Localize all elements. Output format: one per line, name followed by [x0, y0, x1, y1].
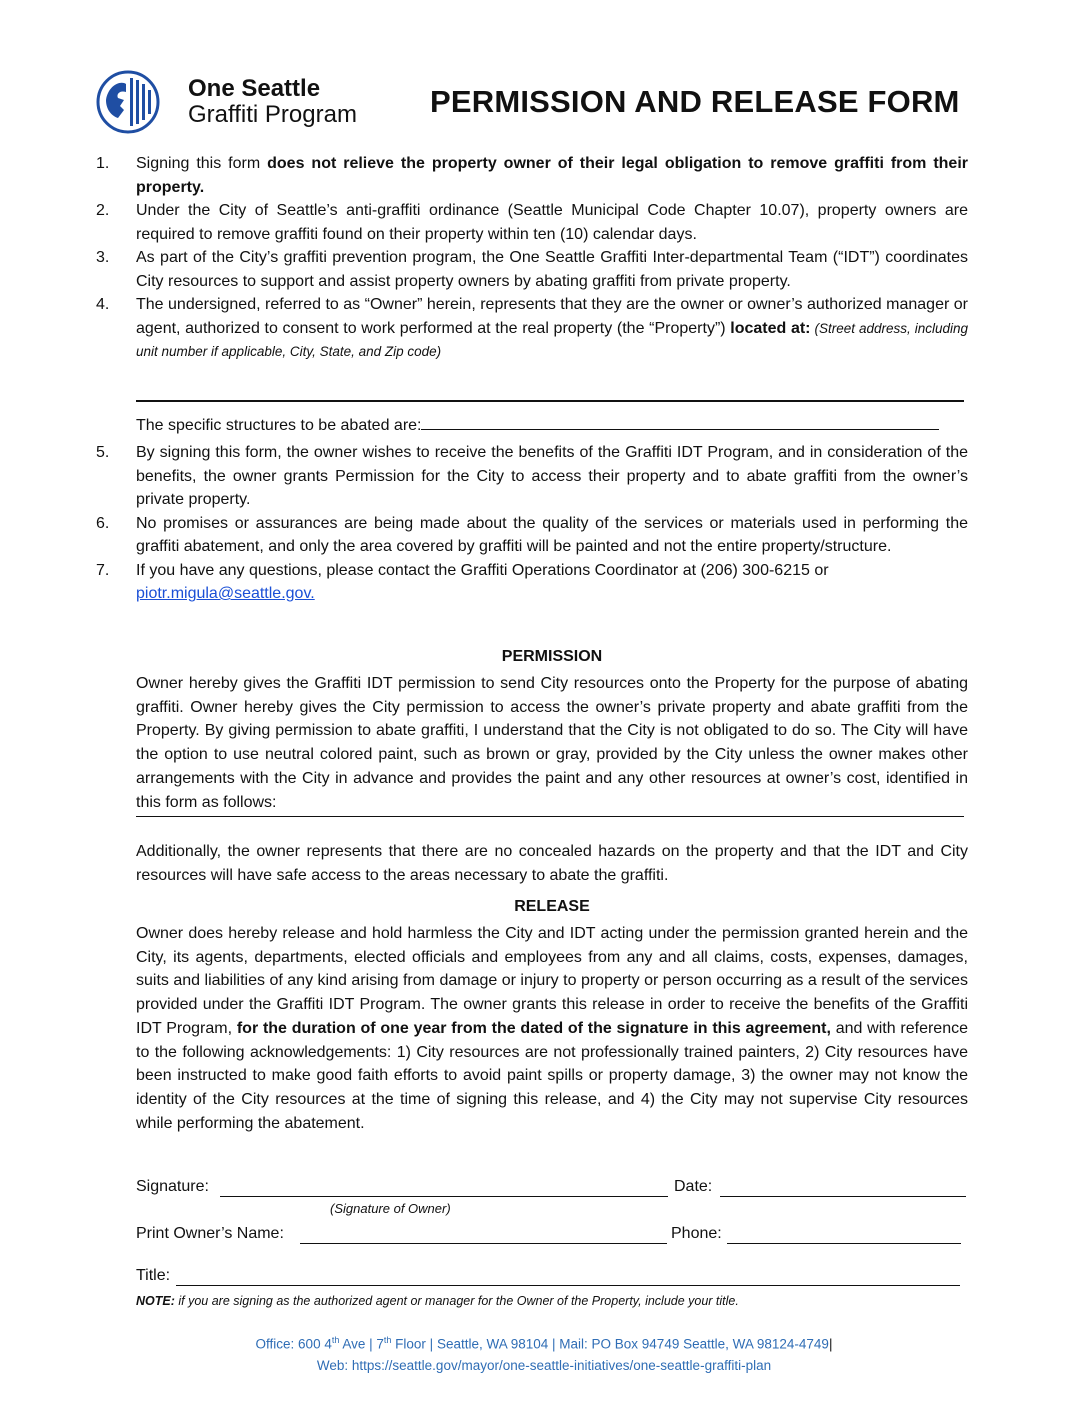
structures-label: The specific structures to be abated are: — [136, 417, 422, 434]
list-item — [96, 246, 968, 293]
program-brand — [188, 76, 357, 128]
brand-line-2: Graffiti Program — [188, 101, 357, 128]
resources-field[interactable] — [136, 816, 964, 817]
release-text: Owner does hereby release and hold harmless the City and IDT acting under the permission granted herein and the City, its agents, departments, elected officials and employees from any and all claims, costs, expenses, damages, suits and liabilities of any kind arising from damage or injury to property or person occurring as a result of the services provided under the Graffiti IDT Program. The owner grants this release in order to receive the benefits of the Graffiti IDT Program, — [136, 925, 968, 1037]
owner-name-label: Print Owner’s Name: — [136, 1225, 284, 1242]
structures-row — [136, 413, 968, 435]
footer-mail: Floor | Seattle, WA 98104 | Mail: PO Box 94749 Seattle, WA 98124-4749 — [391, 1336, 829, 1352]
item-text — [136, 293, 968, 364]
item-number: 7. — [96, 561, 110, 579]
item-number: 2. — [96, 202, 110, 219]
terms-list-bottom — [96, 441, 968, 606]
brand-line-1: One Seattle — [188, 75, 321, 102]
item-number: 5. — [96, 444, 110, 461]
item-1-bold: does not relieve the property owner of their legal obligation to remove graffiti from their property. — [136, 155, 969, 196]
item-3-text: As part of the City’s graffiti prevention program, the One Seattle Graffiti Inter-departmental Team (“IDT”) coordinates City resources to support and assist property owners by abating graffiti from private property. — [136, 249, 968, 290]
footer-sup: th — [383, 1335, 392, 1345]
signature-hint: (Signature of Owner) — [330, 1201, 451, 1216]
item-4-bold: located at: — [730, 319, 811, 337]
signature-field[interactable] — [220, 1196, 668, 1197]
permission-heading: PERMISSION — [501, 648, 603, 665]
item-7-text: If you have any questions, please contact the Graffiti Operations Coordinator at (206) 300-6215 or — [136, 561, 829, 579]
release-bold-text: for the duration of one year from the dated of the signature in this agreement, — [236, 1019, 831, 1037]
phone-label: Phone: — [671, 1225, 722, 1242]
list-item — [96, 152, 968, 199]
date-label: Date: — [674, 1178, 713, 1195]
terms-list-top — [96, 152, 968, 364]
item-4-text: The undersigned, referred to as “Owner” herein, represents that they are the owner or owner’s authorized manager or agent, authorized to consent to work performed at the real property (the “Property”) — [136, 296, 968, 337]
date-field[interactable] — [720, 1196, 966, 1197]
release-body — [136, 922, 968, 1135]
permission-additional: Additionally, the owner represents that there are no concealed hazards on the property and that the IDT and City resources will have safe access to the areas necessary to abate the graffiti. — [136, 843, 968, 884]
footer-office: Office: 600 4 — [255, 1336, 332, 1352]
footer-floor: Ave | 7 — [339, 1336, 384, 1352]
address-field[interactable] — [136, 400, 964, 402]
item-5-text: By signing this form, the owner wishes to receive the benefits of the Graffiti IDT Program, and in consideration of the benefits, the owner grants Permission for the City to access their property and to abate graffiti from the owner’s private property. — [136, 444, 968, 508]
address-hint: (Street address, including unit number if applicable, City, State, and Zip code) — [136, 320, 969, 359]
contact-email-link[interactable]: piotr.migula@seattle.gov. — [136, 585, 315, 602]
title-field[interactable] — [176, 1285, 960, 1286]
signature-label: Signature: — [136, 1178, 209, 1195]
permission-body: Owner hereby gives the Graffiti IDT permission to send City resources onto the Property for the purpose of abating graffiti. Owner hereby gives the City permission to access the owner’s private property and abate graffiti from the Property. By giving permission to abate graffiti, I understand that the City is not obligated to do so. The City will have the option to use neutral colored paint, such as brown or gray, provided by the City unless the owner makes other arrangements with the City in advance and provides the paint and any other resources at owner’s cost, identified in this form as follows: — [136, 675, 968, 811]
item-6-text: No promises or assurances are being made about the quality of the services or materials used in performing the graffiti abatement, and only the area covered by graffiti will be painted and not the entire property/structure. — [136, 514, 968, 555]
note-label: NOTE: — [136, 1294, 175, 1308]
item-2-text: Under the City of Seattle’s anti-graffiti ordinance (Seattle Municipal Code Chapter 10.07), property owners are required to remove graffiti found on their property within ten (10) calendar days. — [136, 202, 968, 243]
list-item — [96, 293, 968, 364]
release-heading: RELEASE — [514, 898, 590, 915]
item-number: 4. — [96, 296, 110, 313]
item-1-text: Signing this form — [136, 155, 268, 172]
item-text — [136, 152, 968, 199]
list-item — [96, 199, 968, 246]
structures-field[interactable] — [421, 413, 939, 430]
document-title: PERMISSION AND RELEASE FORM — [430, 84, 960, 119]
footer-divider: | — [828, 1336, 833, 1352]
note-text: if you are signing as the authorized agent or manager for the Owner of the Property, include your title. — [174, 1294, 739, 1308]
release-text-end: and with reference to the following acknowledgements: 1) City resources are not professionally trained painters, 2) City resources have been instructed to make good faith efforts to avoid paint spills or property damage, 3) the owner may not know the identity of the City resources at the time of signing this release, and 4) the City may not supervise City resources while performing the abatement. — [136, 1019, 969, 1132]
footer-address — [0, 1335, 1088, 1352]
title-label: Title: — [136, 1267, 171, 1284]
footer-sup: th — [331, 1335, 340, 1345]
item-number: 6. — [96, 514, 110, 532]
title-note — [136, 1294, 739, 1308]
owner-name-field[interactable] — [300, 1243, 667, 1244]
item-text — [136, 559, 968, 606]
footer-web[interactable]: Web: https://seattle.gov/mayor/one-seattle-initiatives/one-seattle-graffiti-plan — [316, 1358, 772, 1373]
phone-field[interactable] — [727, 1243, 961, 1244]
item-number: 1. — [96, 155, 110, 172]
list-item — [96, 512, 968, 559]
list-item — [96, 559, 968, 606]
seattle-city-seal-icon — [96, 70, 160, 134]
list-item — [96, 441, 968, 512]
item-number: 3. — [96, 249, 110, 266]
